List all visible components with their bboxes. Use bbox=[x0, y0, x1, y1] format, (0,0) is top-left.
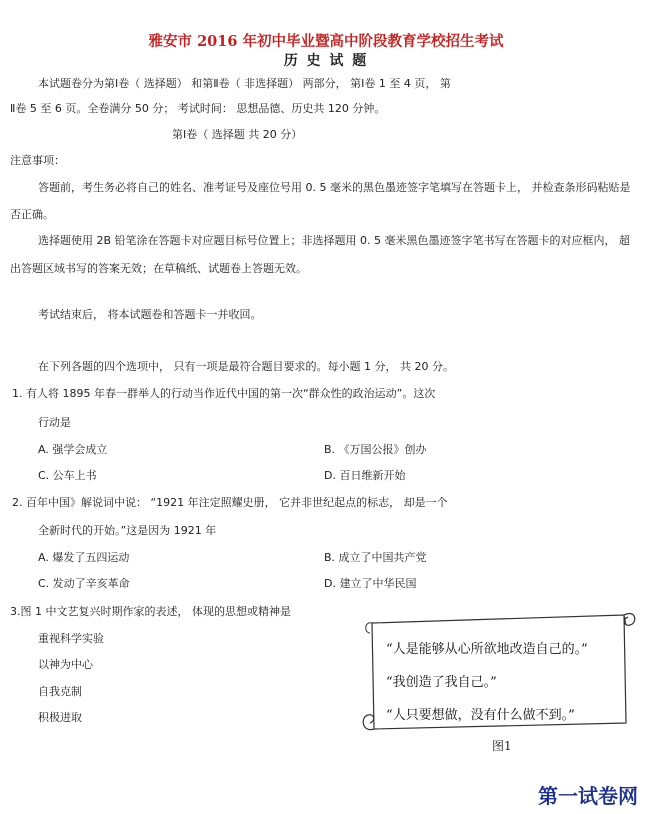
q2-option-a: A. 爆发了五四运动 bbox=[38, 551, 130, 564]
q1-option-b: B. 《万国公报》创办 bbox=[324, 443, 427, 456]
exam-subtitle: 历 史 试 题 bbox=[283, 53, 369, 69]
intro-line-1: 本试题卷分为第Ⅰ卷（ 选择题） 和第Ⅱ卷（ 非选择题） 两部分， 第Ⅰ卷 1 至 4 页， 第 bbox=[38, 77, 451, 90]
site-watermark: 第一试卷网 bbox=[538, 784, 638, 808]
q3-stem: 3.图 1 中文艺复兴时期作家的表述， 体现的思想或精神是 bbox=[10, 605, 291, 618]
notice-p2-line-1: 选择题使用 2B 铅笔涂在答题卡对应题目标号位置上；非选择题用 0. 5 毫米黑色墨迹签字笔书写在答题卡的对应框内， 超 bbox=[38, 234, 631, 247]
q1-stem-line-2: 行动是 bbox=[38, 416, 71, 429]
section-heading: 第Ⅰ卷（ 选择题 共 20 分） bbox=[172, 128, 303, 141]
q1-option-c: C. 公车上书 bbox=[38, 469, 97, 482]
q3-option-2: 以神为中心 bbox=[38, 658, 93, 671]
exam-title: 雅安市 2016 年初中毕业暨高中阶段教育学校招生考试 bbox=[148, 33, 504, 50]
q3-option-1: 重视科学实验 bbox=[38, 632, 104, 645]
notice-p1-line-2: 否正确。 bbox=[10, 208, 54, 221]
instruction: 在下列各题的四个选项中， 只有一项是最符合题目要求的。每小题 1 分， 共 20 分。 bbox=[38, 360, 454, 373]
figure-quote-3: “人只要想做，没有什么做不到。” bbox=[386, 708, 575, 723]
q2-option-b: B. 成立了中国共产党 bbox=[324, 551, 427, 564]
q1-option-d: D. 百日维新开始 bbox=[324, 469, 406, 482]
q1-stem-line-1: 1. 有人将 1895 年春一群举人的行动当作近代中国的第一次“群众性的政治运动”。这次 bbox=[12, 387, 436, 400]
figure-quote-2: “我创造了我自己。” bbox=[386, 675, 497, 690]
q1-option-a: A. 强学会成立 bbox=[38, 443, 108, 456]
figure-scroll bbox=[360, 605, 640, 735]
q3-option-4: 积极进取 bbox=[38, 711, 82, 724]
figure-quote-1: “人是能够从心所欲地改造自己的。” bbox=[386, 642, 588, 657]
intro-line-2: Ⅱ卷 5 至 6 页。全卷满分 50 分； 考试时间： 思想品德、历史共 120 分钟。 bbox=[10, 102, 386, 115]
notice-p2-line-2: 出答题区域书写的答案无效；在草稿纸、试题卷上答题无效。 bbox=[10, 262, 307, 275]
q3-option-3: 自我克制 bbox=[38, 685, 82, 698]
notice-heading: 注意事项： bbox=[10, 154, 65, 167]
figure-caption: 图1 bbox=[492, 739, 512, 753]
q2-stem-line-2: 全新时代的开始。”这是因为 1921 年 bbox=[38, 524, 217, 537]
q2-option-c: C. 发动了辛亥革命 bbox=[38, 577, 130, 590]
notice-p1-line-1: 答题前，考生务必将自己的姓名、准考证号及座位号用 0. 5 毫米的黑色墨迹签字笔填写在答题卡上， 并检查条形码粘贴是 bbox=[38, 181, 631, 194]
notice-p3: 考试结束后， 将本试题卷和答题卡一并收回。 bbox=[38, 308, 262, 321]
q2-option-d: D. 建立了中华民国 bbox=[324, 577, 417, 590]
q2-stem-line-1: 2. 百年中国》解说词中说： “1921 年注定照耀史册， 它并非世纪起点的标志， 却是一个 bbox=[12, 496, 448, 509]
